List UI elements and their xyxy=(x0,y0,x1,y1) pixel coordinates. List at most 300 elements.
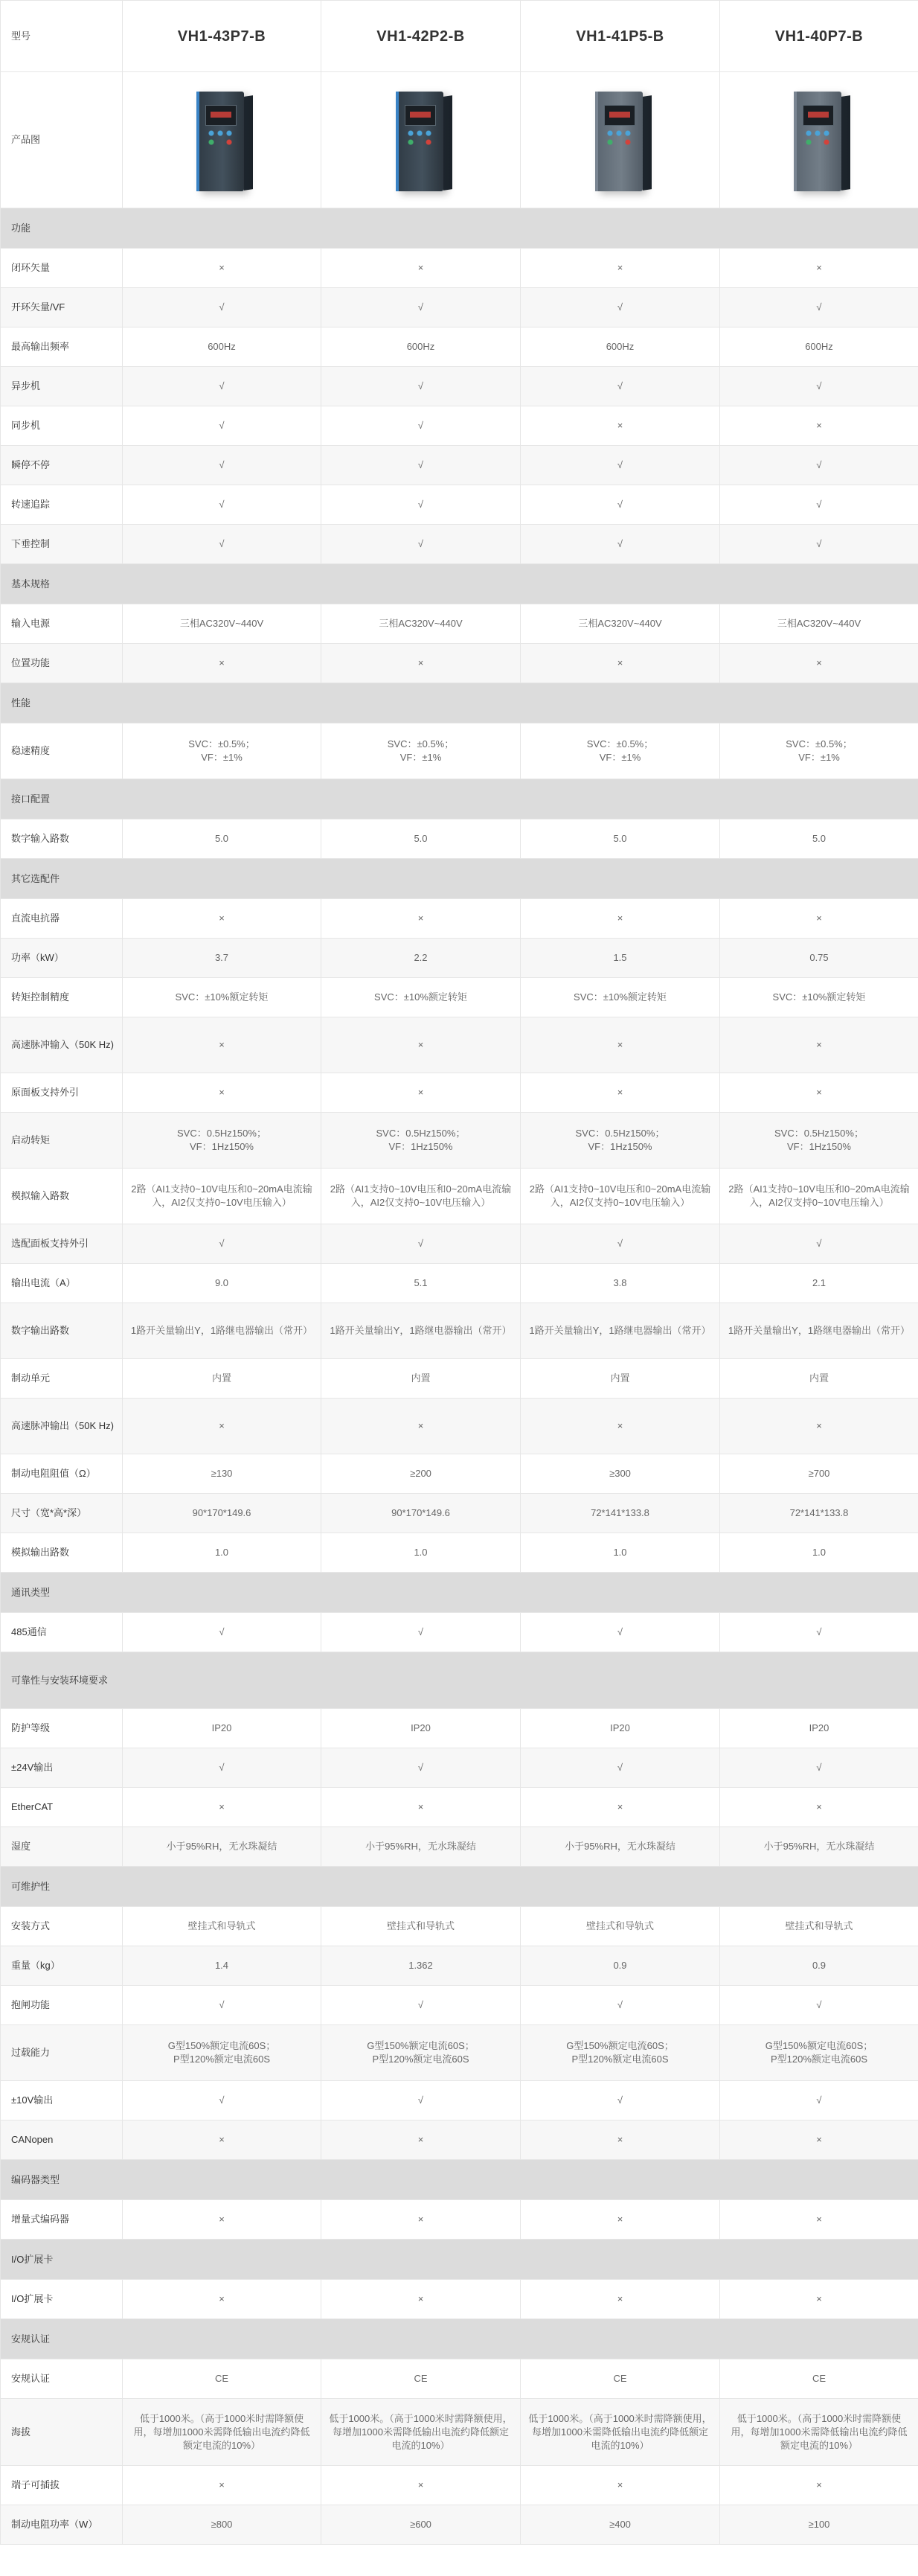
spec-value: × xyxy=(321,1399,521,1454)
model-name: VH1-42P2-B xyxy=(321,1,521,72)
spec-value: 内置 xyxy=(123,1359,321,1399)
spec-value: 三相AC320V~440V xyxy=(123,604,321,644)
section-header-row xyxy=(1,564,918,604)
spec-value: 低于1000米。（高于1000米时需降额使用，每增加1000米需降低输出电流约降低额定电流的10%） xyxy=(720,2399,918,2466)
product-image-cell xyxy=(123,72,321,208)
spec-value: 600Hz xyxy=(720,327,918,367)
spec-row xyxy=(1,978,918,1017)
spec-label: 稳速精度 xyxy=(1,723,123,779)
spec-value: × xyxy=(123,899,321,939)
section-title: 编码器类型 xyxy=(1,2160,918,2200)
spec-value: 0.9 xyxy=(521,1946,720,1986)
spec-value: √ xyxy=(321,1986,521,2025)
spec-value: IP20 xyxy=(720,1709,918,1748)
spec-row xyxy=(1,2025,918,2081)
spec-value: × xyxy=(123,2200,321,2240)
spec-value: SVC：±10%额定转矩 xyxy=(123,978,321,1017)
spec-value: × xyxy=(321,2280,521,2319)
section-title: 可维护性 xyxy=(1,1867,918,1907)
spec-value: √ xyxy=(123,2081,321,2120)
spec-value: √ xyxy=(123,406,321,446)
spec-row xyxy=(1,1399,918,1454)
spec-value: 1.0 xyxy=(321,1533,521,1573)
spec-value: × xyxy=(521,1399,720,1454)
spec-label: EtherCAT xyxy=(1,1788,123,1827)
spec-value: × xyxy=(521,899,720,939)
spec-value: × xyxy=(123,2280,321,2319)
spec-value: × xyxy=(720,2280,918,2319)
spec-value: 9.0 xyxy=(123,1264,321,1303)
spec-value: 1.4 xyxy=(123,1946,321,1986)
spec-value: SVC：0.5Hz150%； VF：1Hz150% xyxy=(720,1113,918,1169)
spec-value: × xyxy=(720,899,918,939)
spec-value: √ xyxy=(123,1986,321,2025)
spec-value: × xyxy=(123,2466,321,2505)
spec-row xyxy=(1,1907,918,1946)
spec-value: × xyxy=(321,1017,521,1073)
spec-label: 转矩控制精度 xyxy=(1,978,123,1017)
spec-value: 3.8 xyxy=(521,1264,720,1303)
product-image-cell xyxy=(720,72,918,208)
spec-value: 72*141*133.8 xyxy=(720,1494,918,1533)
spec-value: √ xyxy=(321,1748,521,1788)
spec-value: 5.1 xyxy=(321,1264,521,1303)
spec-row xyxy=(1,1748,918,1788)
spec-value: √ xyxy=(521,1613,720,1652)
spec-value: ≥700 xyxy=(720,1454,918,1494)
spec-value: SVC：0.5Hz150%； VF：1Hz150% xyxy=(321,1113,521,1169)
spec-row xyxy=(1,1946,918,1986)
spec-value: √ xyxy=(720,288,918,327)
spec-value: √ xyxy=(521,1986,720,2025)
spec-value: 1路开关量输出Y，1路继电器输出（常开） xyxy=(720,1303,918,1359)
spec-value: √ xyxy=(123,1613,321,1652)
spec-label: 湿度 xyxy=(1,1827,123,1867)
spec-value: × xyxy=(521,1073,720,1113)
model-header-row xyxy=(1,1,918,72)
spec-value: √ xyxy=(720,1224,918,1264)
spec-value: √ xyxy=(720,525,918,564)
spec-value: IP20 xyxy=(123,1709,321,1748)
spec-value: 5.0 xyxy=(123,819,321,859)
spec-value: √ xyxy=(123,525,321,564)
section-header-row xyxy=(1,2160,918,2200)
spec-value: × xyxy=(720,1788,918,1827)
spec-row xyxy=(1,288,918,327)
spec-value: 壁挂式和导轨式 xyxy=(321,1907,521,1946)
spec-value: × xyxy=(123,1017,321,1073)
spec-label: 瞬停不停 xyxy=(1,446,123,485)
spec-value: × xyxy=(321,2120,521,2160)
product-image-label: 产品图 xyxy=(1,72,123,208)
spec-rows xyxy=(1,208,918,2545)
spec-value: × xyxy=(720,1073,918,1113)
spec-value: 三相AC320V~440V xyxy=(521,604,720,644)
spec-value: SVC：±10%额定转矩 xyxy=(321,978,521,1017)
spec-value: 低于1000米。（高于1000米时需降额使用，每增加1000米需降低输出电流约降低额定电流的10%） xyxy=(521,2399,720,2466)
spec-row xyxy=(1,1264,918,1303)
spec-value: × xyxy=(720,644,918,683)
section-title: 接口配置 xyxy=(1,779,918,819)
spec-value: × xyxy=(123,1399,321,1454)
spec-value: 90*170*149.6 xyxy=(321,1494,521,1533)
section-title: 基本规格 xyxy=(1,564,918,604)
spec-value: ≥300 xyxy=(521,1454,720,1494)
spec-value: 壁挂式和导轨式 xyxy=(720,1907,918,1946)
spec-value: 1路开关量输出Y，1路继电器输出（常开） xyxy=(521,1303,720,1359)
spec-row xyxy=(1,1113,918,1169)
spec-row xyxy=(1,1533,918,1573)
spec-label: I/O扩展卡 xyxy=(1,2280,123,2319)
spec-value: × xyxy=(321,2200,521,2240)
spec-value: × xyxy=(123,2120,321,2160)
spec-row xyxy=(1,2399,918,2466)
spec-label: 485通信 xyxy=(1,1613,123,1652)
spec-value: 小于95%RH，无水珠凝结 xyxy=(123,1827,321,1867)
spec-value: × xyxy=(321,1073,521,1113)
spec-value: √ xyxy=(123,288,321,327)
spec-value: √ xyxy=(720,1986,918,2025)
spec-value: IP20 xyxy=(321,1709,521,1748)
spec-row xyxy=(1,899,918,939)
spec-value: ≥130 xyxy=(123,1454,321,1494)
spec-value: × xyxy=(321,249,521,288)
spec-value: 三相AC320V~440V xyxy=(321,604,521,644)
spec-value: √ xyxy=(321,1224,521,1264)
spec-value: √ xyxy=(123,485,321,525)
spec-label: 制动电阻阻值（Ω） xyxy=(1,1454,123,1494)
section-header-row xyxy=(1,208,918,249)
spec-label: ±10V输出 xyxy=(1,2081,123,2120)
spec-value: 低于1000米。（高于1000米时需降额使用，每增加1000米需降低输出电流约降低额定电流的10%） xyxy=(321,2399,521,2466)
spec-row xyxy=(1,367,918,406)
spec-label: CANopen xyxy=(1,2120,123,2160)
spec-label: 高速脉冲输出（50K Hz) xyxy=(1,1399,123,1454)
spec-row xyxy=(1,249,918,288)
spec-row xyxy=(1,819,918,859)
spec-value: CE xyxy=(321,2359,521,2399)
spec-value: 2路（AI1支持0~10V电压和0~20mA电流输入，AI2仅支持0~10V电压输入） xyxy=(321,1169,521,1224)
spec-value: 1路开关量输出Y，1路继电器输出（常开） xyxy=(123,1303,321,1359)
spec-value: 72*141*133.8 xyxy=(521,1494,720,1533)
spec-row xyxy=(1,1359,918,1399)
spec-value: √ xyxy=(720,1748,918,1788)
spec-value: √ xyxy=(521,1224,720,1264)
spec-row xyxy=(1,1169,918,1224)
spec-value: 2路（AI1支持0~10V电压和0~20mA电流输入，AI2仅支持0~10V电压输入） xyxy=(720,1169,918,1224)
spec-value: ≥400 xyxy=(521,2505,720,2545)
spec-row xyxy=(1,525,918,564)
spec-row xyxy=(1,1017,918,1073)
spec-value: 三相AC320V~440V xyxy=(720,604,918,644)
spec-value: × xyxy=(521,2280,720,2319)
spec-value: SVC：±0.5%； VF：±1% xyxy=(521,723,720,779)
spec-value: × xyxy=(123,249,321,288)
spec-value: √ xyxy=(720,446,918,485)
spec-row xyxy=(1,1827,918,1867)
spec-label: 模拟输出路数 xyxy=(1,1533,123,1573)
spec-value: × xyxy=(123,1788,321,1827)
spec-value: √ xyxy=(321,1613,521,1652)
spec-value: CE xyxy=(720,2359,918,2399)
spec-value: × xyxy=(720,2200,918,2240)
spec-label: 选配面板支持外引 xyxy=(1,1224,123,1264)
spec-value: × xyxy=(521,2120,720,2160)
spec-value: × xyxy=(521,406,720,446)
spec-value: √ xyxy=(123,446,321,485)
spec-value: 5.0 xyxy=(720,819,918,859)
spec-value: √ xyxy=(321,446,521,485)
spec-value: √ xyxy=(720,485,918,525)
spec-row xyxy=(1,2120,918,2160)
spec-value: 600Hz xyxy=(521,327,720,367)
spec-value: 2.2 xyxy=(321,939,521,978)
spec-value: 小于95%RH，无水珠凝结 xyxy=(521,1827,720,1867)
spec-label: 安规认证 xyxy=(1,2359,123,2399)
spec-value: × xyxy=(123,644,321,683)
spec-value: × xyxy=(720,1017,918,1073)
spec-value: √ xyxy=(720,2081,918,2120)
spec-value: G型150%额定电流60S； P型120%额定电流60S xyxy=(123,2025,321,2081)
spec-value: 1.0 xyxy=(720,1533,918,1573)
spec-value: G型150%额定电流60S； P型120%额定电流60S xyxy=(321,2025,521,2081)
spec-value: IP20 xyxy=(521,1709,720,1748)
vfd-dark-icon xyxy=(186,86,257,197)
spec-value: 1.362 xyxy=(321,1946,521,1986)
spec-value: √ xyxy=(521,1748,720,1788)
spec-label: 功率（kW） xyxy=(1,939,123,978)
spec-value: SVC：0.5Hz150%； VF：1Hz150% xyxy=(521,1113,720,1169)
spec-value: √ xyxy=(321,406,521,446)
spec-value: SVC：±10%额定转矩 xyxy=(521,978,720,1017)
spec-row xyxy=(1,939,918,978)
spec-label: 开环矢量/VF xyxy=(1,288,123,327)
spec-value: 内置 xyxy=(321,1359,521,1399)
spec-row xyxy=(1,1494,918,1533)
model-name: VH1-43P7-B xyxy=(123,1,321,72)
spec-value: × xyxy=(521,2466,720,2505)
spec-value: √ xyxy=(521,525,720,564)
spec-label: 防护等级 xyxy=(1,1709,123,1748)
spec-value: √ xyxy=(123,1224,321,1264)
spec-value: 2路（AI1支持0~10V电压和0~20mA电流输入，AI2仅支持0~10V电压输入） xyxy=(123,1169,321,1224)
spec-row xyxy=(1,1986,918,2025)
model-label: 型号 xyxy=(1,1,123,72)
spec-row xyxy=(1,1073,918,1113)
spec-value: ≥600 xyxy=(321,2505,521,2545)
spec-label: 制动电阻功率（W） xyxy=(1,2505,123,2545)
section-header-row xyxy=(1,1867,918,1907)
spec-label: 模拟输入路数 xyxy=(1,1169,123,1224)
spec-row xyxy=(1,2081,918,2120)
vfd-dark-icon xyxy=(385,86,457,197)
spec-row xyxy=(1,604,918,644)
spec-value: √ xyxy=(321,367,521,406)
spec-value: 1.0 xyxy=(521,1533,720,1573)
spec-label: 数字输入路数 xyxy=(1,819,123,859)
section-title: 可靠性与安装环境要求 xyxy=(1,1652,918,1709)
spec-value: × xyxy=(321,1788,521,1827)
spec-label: ±24V输出 xyxy=(1,1748,123,1788)
spec-value: 小于95%RH，无水珠凝结 xyxy=(321,1827,521,1867)
spec-value: × xyxy=(521,1017,720,1073)
section-header-row xyxy=(1,2240,918,2280)
spec-value: CE xyxy=(123,2359,321,2399)
spec-label: 增量式编码器 xyxy=(1,2200,123,2240)
spec-row xyxy=(1,1454,918,1494)
spec-value: √ xyxy=(720,1613,918,1652)
spec-label: 制动单元 xyxy=(1,1359,123,1399)
spec-value: × xyxy=(521,644,720,683)
section-title: 性能 xyxy=(1,683,918,723)
spec-row xyxy=(1,723,918,779)
spec-label: 安装方式 xyxy=(1,1907,123,1946)
model-name: VH1-40P7-B xyxy=(720,1,918,72)
spec-value: × xyxy=(321,899,521,939)
spec-value: 内置 xyxy=(521,1359,720,1399)
spec-value: × xyxy=(123,1073,321,1113)
spec-value: × xyxy=(720,249,918,288)
spec-row xyxy=(1,446,918,485)
spec-row xyxy=(1,2505,918,2545)
spec-value: 1.5 xyxy=(521,939,720,978)
spec-value: √ xyxy=(321,525,521,564)
spec-value: CE xyxy=(521,2359,720,2399)
spec-label: 尺寸（宽*高*深） xyxy=(1,1494,123,1533)
spec-label: 重量（kg） xyxy=(1,1946,123,1986)
spec-value: × xyxy=(321,2466,521,2505)
section-header-row xyxy=(1,1573,918,1613)
spec-value: 低于1000米。（高于1000米时需降额使用，每增加1000米需降低输出电流约降低额定电流的10%） xyxy=(123,2399,321,2466)
spec-label: 输出电流（A） xyxy=(1,1264,123,1303)
spec-label: 端子可插拔 xyxy=(1,2466,123,2505)
spec-value: √ xyxy=(123,1748,321,1788)
spec-row xyxy=(1,1709,918,1748)
product-image-cell xyxy=(321,72,521,208)
spec-value: × xyxy=(321,644,521,683)
spec-value: 600Hz xyxy=(123,327,321,367)
spec-value: SVC：±0.5%； VF：±1% xyxy=(321,723,521,779)
section-header-row xyxy=(1,683,918,723)
spec-label: 抱闸功能 xyxy=(1,1986,123,2025)
section-title: 通讯类型 xyxy=(1,1573,918,1613)
spec-value: 0.75 xyxy=(720,939,918,978)
spec-label: 位置功能 xyxy=(1,644,123,683)
spec-value: √ xyxy=(521,367,720,406)
spec-label: 海拔 xyxy=(1,2399,123,2466)
spec-value: × xyxy=(521,249,720,288)
model-name: VH1-41P5-B xyxy=(521,1,720,72)
spec-row xyxy=(1,2466,918,2505)
spec-value: × xyxy=(521,1788,720,1827)
spec-value: 3.7 xyxy=(123,939,321,978)
spec-label: 输入电源 xyxy=(1,604,123,644)
spec-row xyxy=(1,2200,918,2240)
section-header-row xyxy=(1,1652,918,1709)
spec-row xyxy=(1,1303,918,1359)
spec-value: 2路（AI1支持0~10V电压和0~20mA电流输入，AI2仅支持0~10V电压输入） xyxy=(521,1169,720,1224)
spec-value: 小于95%RH，无水珠凝结 xyxy=(720,1827,918,1867)
spec-value: 2.1 xyxy=(720,1264,918,1303)
spec-label: 下垂控制 xyxy=(1,525,123,564)
spec-value: √ xyxy=(321,2081,521,2120)
spec-row xyxy=(1,1788,918,1827)
section-title: 其它选配件 xyxy=(1,859,918,899)
spec-value: 壁挂式和导轨式 xyxy=(521,1907,720,1946)
spec-value: 1路开关量输出Y，1路继电器输出（常开） xyxy=(321,1303,521,1359)
spec-value: × xyxy=(720,2466,918,2505)
spec-row xyxy=(1,2280,918,2319)
spec-row xyxy=(1,644,918,683)
section-title: I/O扩展卡 xyxy=(1,2240,918,2280)
spec-label: 过载能力 xyxy=(1,2025,123,2081)
section-header-row xyxy=(1,779,918,819)
section-title: 功能 xyxy=(1,208,918,249)
spec-value: × xyxy=(720,406,918,446)
spec-value: × xyxy=(521,2200,720,2240)
spec-value: G型150%额定电流60S； P型120%额定电流60S xyxy=(720,2025,918,2081)
spec-value: G型150%额定电流60S； P型120%额定电流60S xyxy=(521,2025,720,2081)
spec-value: SVC：±0.5%； VF：±1% xyxy=(123,723,321,779)
vfd-gray-icon xyxy=(585,86,656,197)
spec-value: 5.0 xyxy=(521,819,720,859)
spec-value: × xyxy=(720,1399,918,1454)
spec-label: 高速脉冲输入（50K Hz) xyxy=(1,1017,123,1073)
product-image-cell xyxy=(521,72,720,208)
spec-value: 1.0 xyxy=(123,1533,321,1573)
section-title: 安规认证 xyxy=(1,2319,918,2359)
spec-value: √ xyxy=(521,2081,720,2120)
spec-label: 同步机 xyxy=(1,406,123,446)
product-image-row xyxy=(1,72,918,208)
spec-row xyxy=(1,1613,918,1652)
spec-value: 600Hz xyxy=(321,327,521,367)
spec-value: 5.0 xyxy=(321,819,521,859)
spec-value: ≥100 xyxy=(720,2505,918,2545)
spec-row xyxy=(1,406,918,446)
section-header-row xyxy=(1,2319,918,2359)
spec-value: √ xyxy=(321,288,521,327)
spec-label: 最高输出频率 xyxy=(1,327,123,367)
spec-value: √ xyxy=(123,367,321,406)
spec-label: 转速追踪 xyxy=(1,485,123,525)
spec-label: 数字输出路数 xyxy=(1,1303,123,1359)
spec-value: 0.9 xyxy=(720,1946,918,1986)
spec-value: ≥200 xyxy=(321,1454,521,1494)
spec-value: 壁挂式和导轨式 xyxy=(123,1907,321,1946)
spec-value: SVC：±0.5%； VF：±1% xyxy=(720,723,918,779)
spec-value: √ xyxy=(521,446,720,485)
spec-label: 原面板支持外引 xyxy=(1,1073,123,1113)
spec-label: 异步机 xyxy=(1,367,123,406)
spec-value: √ xyxy=(720,367,918,406)
spec-value: √ xyxy=(321,485,521,525)
spec-value: ≥800 xyxy=(123,2505,321,2545)
spec-value: 内置 xyxy=(720,1359,918,1399)
spec-row xyxy=(1,485,918,525)
spec-value: SVC：0.5Hz150%； VF：1Hz150% xyxy=(123,1113,321,1169)
spec-value: × xyxy=(720,2120,918,2160)
spec-label: 直流电抗器 xyxy=(1,899,123,939)
vfd-gray-icon xyxy=(783,86,855,197)
spec-value: 90*170*149.6 xyxy=(123,1494,321,1533)
spec-row xyxy=(1,327,918,367)
section-header-row xyxy=(1,859,918,899)
spec-value: √ xyxy=(521,288,720,327)
spec-value: √ xyxy=(521,485,720,525)
spec-label: 启动转矩 xyxy=(1,1113,123,1169)
spec-row xyxy=(1,2359,918,2399)
